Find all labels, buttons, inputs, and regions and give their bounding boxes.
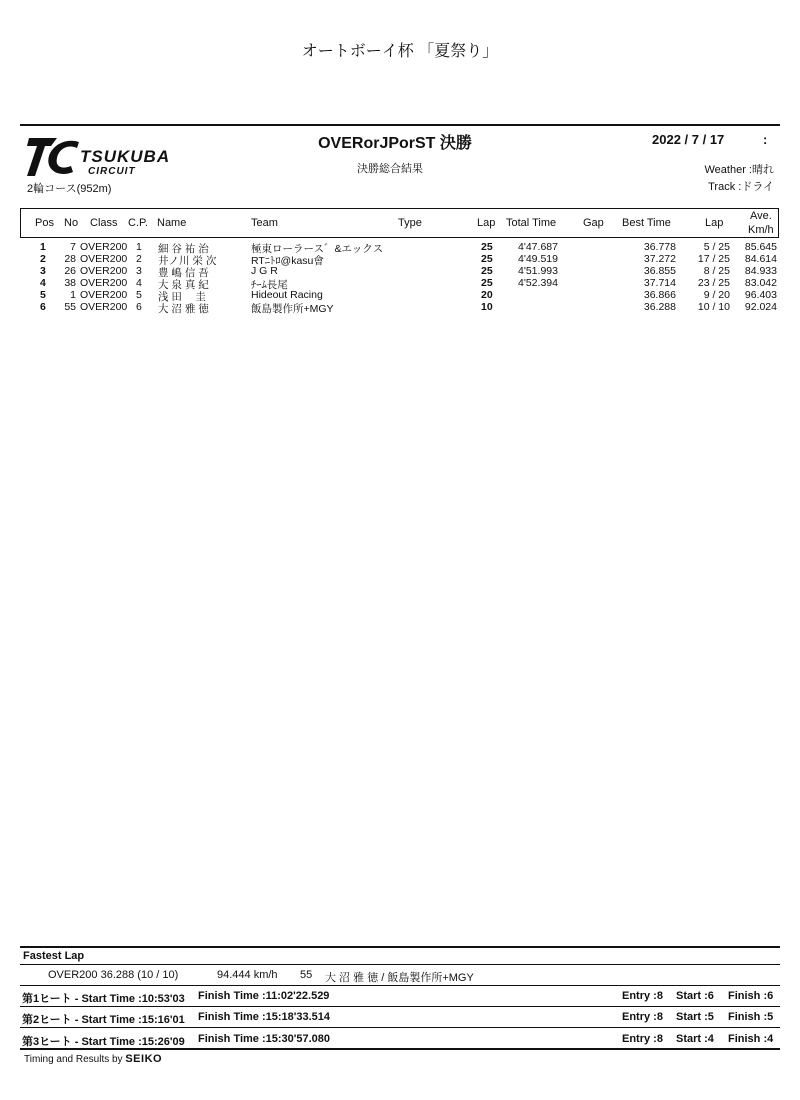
footer-credit	[24, 1053, 162, 1065]
row-pos: 2	[40, 253, 46, 265]
row-best-time: 36.855	[643, 265, 676, 277]
race-title: OVERorJPorST 決勝	[318, 135, 472, 152]
heat-entry: Entry :8	[622, 990, 663, 1002]
row-best-time: 36.778	[643, 241, 676, 253]
row-name: 浅 田 圭	[158, 291, 206, 303]
row-ave: 84.933	[744, 265, 777, 277]
heat-divider	[20, 1006, 780, 1007]
results-subtitle: 決勝総合結果	[357, 163, 423, 175]
col-class: Class	[90, 217, 118, 229]
row-no: 38	[64, 277, 76, 289]
row-name: 細 谷 祐 治	[158, 243, 209, 255]
header-divider	[20, 124, 780, 126]
row-total-time: 4'51.993	[518, 265, 558, 277]
col-team: Team	[251, 217, 278, 229]
col-cp: C.P.	[128, 217, 148, 229]
fastest-lap-speed: 94.444 km/h	[217, 969, 278, 981]
row-lap: 10	[481, 301, 493, 313]
fastest-lap-no: 55	[300, 969, 313, 981]
col-name: Name	[157, 217, 187, 229]
row-cp: 6	[136, 301, 142, 313]
heat-entry: Entry :8	[622, 1011, 663, 1023]
table-row	[0, 265, 800, 277]
row-pos: 3	[40, 265, 46, 277]
row-pos: 1	[40, 241, 46, 253]
table-row	[0, 241, 800, 253]
col-pos: Pos	[35, 217, 54, 229]
row-ave: 96.403	[744, 289, 777, 301]
row-no: 7	[70, 241, 76, 253]
row-class: OVER200	[80, 289, 128, 301]
row-team: ﾁｰﾑ長尾	[251, 279, 288, 291]
row-class: OVER200	[80, 265, 128, 277]
heat-divider-bottom	[20, 1048, 780, 1050]
race-date-colon: :	[763, 132, 768, 147]
heat-finish-count: Finish :5	[728, 1011, 774, 1023]
heat-divider	[20, 1027, 780, 1028]
row-pos: 4	[40, 277, 46, 289]
row-team: 飯島製作所+MGY	[251, 303, 334, 315]
row-best-time: 37.272	[643, 253, 676, 265]
col-ave-speed	[748, 209, 774, 237]
heat-label: 第2ヒート - Start Time :15:16'01	[22, 1014, 185, 1026]
logo-text-tsukuba: TSUKUBA	[80, 147, 171, 166]
row-class: OVER200	[80, 277, 128, 289]
row-name: 豊 嶋 信 吾	[158, 267, 209, 279]
row-lap: 25	[481, 241, 493, 253]
row-team: Hideout Racing	[251, 289, 323, 301]
row-class: OVER200	[80, 253, 128, 265]
heat-start: Start :4	[676, 1033, 714, 1045]
logo-text-circuit: CIRCUIT	[88, 166, 136, 177]
course-label: 2輪コース(952m)	[27, 183, 112, 195]
fastest-lap-heading: Fastest Lap	[23, 950, 85, 962]
row-class: OVER200	[80, 241, 128, 253]
row-pos: 5	[40, 289, 46, 301]
row-ave: 84.614	[744, 253, 777, 265]
row-best-lap: 10 / 10	[697, 301, 730, 313]
row-lap: 25	[481, 253, 493, 265]
row-best-lap: 5 / 25	[703, 241, 730, 253]
heat-divider	[20, 985, 780, 986]
col-lap: Lap	[477, 217, 496, 229]
row-name: 大 沼 雅 徳	[158, 303, 209, 315]
col-type: Type	[398, 217, 422, 229]
row-total-time: 4'49.519	[518, 253, 558, 265]
table-row	[0, 253, 800, 265]
row-name: 井ノ川 栄 次	[158, 255, 217, 267]
row-total-time: 4'52.394	[518, 277, 558, 289]
row-no: 26	[64, 265, 76, 277]
weather-label: Weather :晴れ	[704, 164, 774, 176]
row-best-lap: 17 / 25	[697, 253, 730, 265]
row-best-time: 36.866	[643, 289, 676, 301]
row-total-time: 4'47.687	[518, 241, 558, 253]
row-cp: 5	[136, 289, 142, 301]
heat-finish-count: Finish :4	[728, 1033, 774, 1045]
row-pos: 6	[40, 301, 46, 313]
heat-start: Start :6	[676, 990, 714, 1002]
fastest-lap-divider	[20, 964, 780, 965]
race-date: 2022 / 7 / 17	[652, 132, 725, 147]
row-best-lap: 9 / 20	[703, 289, 730, 301]
col-best-time: Best Time	[622, 217, 671, 229]
heat-label: 第3ヒート - Start Time :15:26'09	[22, 1036, 185, 1048]
heat-label: 第1ヒート - Start Time :10:53'03	[22, 993, 185, 1005]
table-row	[0, 289, 800, 301]
row-best-time: 36.288	[643, 301, 676, 313]
col-total-time: Total Time	[506, 217, 557, 229]
heat-start: Start :5	[676, 1011, 714, 1023]
row-name: 大 泉 真 紀	[158, 279, 209, 291]
row-ave: 92.024	[744, 301, 777, 313]
row-team: J G R	[251, 265, 278, 277]
fastest-lap-info: OVER200 36.288 (10 / 10)	[48, 969, 179, 981]
col-ave-unit: Km/h	[748, 224, 774, 236]
row-team: RTﾆﾄﾛ@kasu會	[251, 255, 324, 267]
row-lap: 25	[481, 265, 493, 277]
heat-finish-time: Finish Time :11:02'22.529	[198, 990, 330, 1002]
row-no: 28	[64, 253, 76, 265]
event-title: オートボーイ杯 「夏祭り」	[301, 43, 499, 60]
table-row	[0, 301, 800, 313]
track-condition-label: Track :ドライ	[708, 181, 774, 193]
row-ave: 83.042	[744, 277, 777, 289]
footer-text: Timing and Results by	[24, 1054, 123, 1065]
row-no: 1	[70, 289, 76, 301]
row-best-time: 37.714	[643, 277, 676, 289]
col-ave-label: Ave.	[749, 210, 772, 222]
row-cp: 3	[136, 265, 142, 277]
row-ave: 85.645	[744, 241, 777, 253]
row-team: 極東ローラース゛&エックス	[251, 243, 384, 255]
row-cp: 2	[136, 253, 142, 265]
col-no: No	[64, 217, 79, 229]
col-gap: Gap	[583, 217, 604, 229]
col-best-lap: Lap	[705, 217, 724, 229]
heat-entry: Entry :8	[622, 1033, 663, 1045]
seiko-logo: SEIKO	[125, 1053, 163, 1065]
fastest-lap-divider-top	[20, 946, 780, 948]
row-cp: 4	[136, 277, 142, 289]
row-lap: 25	[481, 277, 493, 289]
table-row	[0, 277, 800, 289]
row-lap: 20	[481, 289, 493, 301]
row-cp: 1	[136, 241, 142, 253]
fastest-lap-rider-team: 大 沼 雅 徳 / 飯島製作所+MGY	[325, 972, 474, 984]
row-best-lap: 23 / 25	[697, 277, 730, 289]
row-best-lap: 8 / 25	[703, 265, 730, 277]
row-class: OVER200	[80, 301, 128, 313]
heat-finish-time: Finish Time :15:18'33.514	[198, 1011, 331, 1023]
heat-finish-time: Finish Time :15:30'57.080	[198, 1033, 331, 1045]
heat-finish-count: Finish :6	[728, 990, 774, 1002]
row-no: 55	[64, 301, 76, 313]
